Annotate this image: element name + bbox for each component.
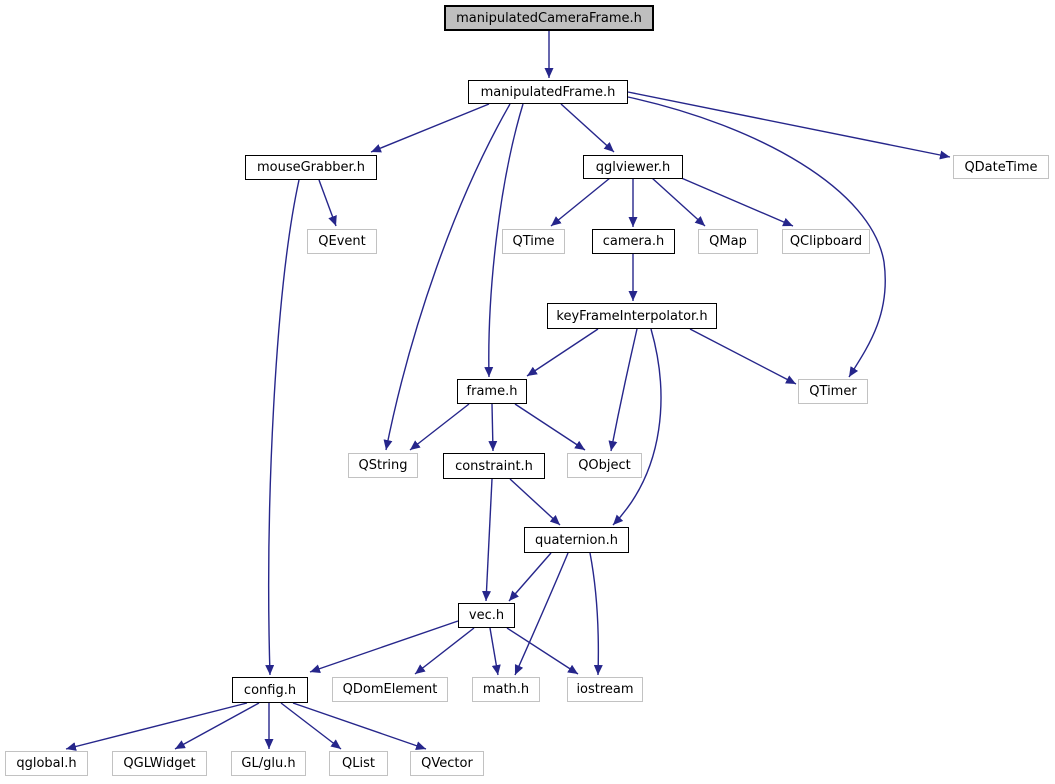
node-QClipboard: QClipboard bbox=[782, 229, 870, 254]
edge-quaternion-h-to-math-h bbox=[515, 553, 568, 675]
edge-vec-h-to-iostream bbox=[507, 628, 578, 674]
edge-vec-h-to-QDomElement bbox=[415, 628, 474, 674]
edge-keyFrameInterpolator-h-to-QTimer bbox=[690, 329, 796, 384]
node-camera-h[interactable]: camera.h bbox=[592, 229, 675, 254]
node-constraint-h[interactable]: constraint.h bbox=[443, 453, 545, 479]
edge-qglviewer-h-to-QTime bbox=[551, 178, 610, 226]
node-QTimer: QTimer bbox=[798, 379, 868, 404]
node-frame-h[interactable]: frame.h bbox=[457, 379, 527, 404]
node-GL-glu-h: GL/glu.h bbox=[231, 751, 306, 776]
node-qglobal-h: qglobal.h bbox=[5, 751, 88, 776]
edge-vec-h-to-math-h bbox=[490, 628, 498, 675]
node-QObject: QObject bbox=[567, 453, 642, 478]
node-QVector: QVector bbox=[410, 751, 484, 776]
edge-mouseGrabber-h-to-config-h bbox=[269, 180, 299, 675]
edge-manipulatedFrame-h-to-qglviewer-h bbox=[561, 104, 614, 152]
edge-frame-h-to-QString bbox=[410, 404, 469, 450]
node-QList: QList bbox=[329, 751, 388, 776]
edge-qglviewer-h-to-QClipboard bbox=[679, 177, 793, 226]
node-QMap: QMap bbox=[698, 229, 758, 254]
node-QDateTime: QDateTime bbox=[953, 155, 1049, 179]
edge-config-h-to-qglobal-h bbox=[66, 703, 247, 749]
edge-config-h-to-QVector bbox=[293, 703, 426, 749]
edge-constraint-h-to-vec-h bbox=[486, 479, 492, 601]
node-QGLWidget: QGLWidget bbox=[112, 751, 207, 776]
node-QString: QString bbox=[348, 453, 418, 478]
edge-config-h-to-QGLWidget bbox=[175, 703, 259, 749]
edge-qglviewer-h-to-QMap bbox=[652, 178, 705, 226]
edge-keyFrameInterpolator-h-to-frame-h bbox=[527, 329, 598, 376]
edge-keyFrameInterpolator-h-to-QObject bbox=[611, 329, 637, 451]
edge-manipulatedFrame-h-to-mouseGrabber-h bbox=[371, 104, 489, 152]
node-qglviewer-h[interactable]: qglviewer.h bbox=[583, 155, 683, 179]
node-iostream: iostream bbox=[567, 677, 643, 702]
edge-manipulatedFrame-h-to-QDateTime bbox=[628, 92, 950, 157]
edge-config-h-to-QList bbox=[281, 703, 341, 749]
node-math-h: math.h bbox=[472, 677, 540, 702]
edge-keyFrameInterpolator-h-to-quaternion-h bbox=[613, 329, 661, 525]
edge-vec-h-to-config-h bbox=[310, 621, 458, 672]
node-QEvent: QEvent bbox=[307, 229, 377, 254]
node-keyFrameInterpolator-h[interactable]: keyFrameInterpolator.h bbox=[547, 303, 717, 329]
node-mouseGrabber-h[interactable]: mouseGrabber.h bbox=[245, 155, 377, 180]
node-vec-h[interactable]: vec.h bbox=[458, 603, 515, 628]
edge-constraint-h-to-quaternion-h bbox=[510, 479, 560, 525]
node-quaternion-h[interactable]: quaternion.h bbox=[524, 527, 629, 553]
edge-frame-h-to-constraint-h bbox=[492, 404, 493, 451]
edge-frame-h-to-QObject bbox=[515, 404, 585, 450]
edge-mouseGrabber-h-to-QEvent bbox=[319, 180, 336, 226]
node-manipulatedCameraFrame-h: manipulatedCameraFrame.h bbox=[444, 5, 654, 31]
node-QDomElement: QDomElement bbox=[332, 677, 448, 702]
node-config-h[interactable]: config.h bbox=[232, 677, 308, 703]
node-QTime: QTime bbox=[502, 229, 565, 254]
edge-quaternion-h-to-vec-h bbox=[509, 553, 551, 601]
node-manipulatedFrame-h[interactable]: manipulatedFrame.h bbox=[468, 80, 628, 104]
edge-quaternion-h-to-iostream bbox=[590, 553, 598, 675]
